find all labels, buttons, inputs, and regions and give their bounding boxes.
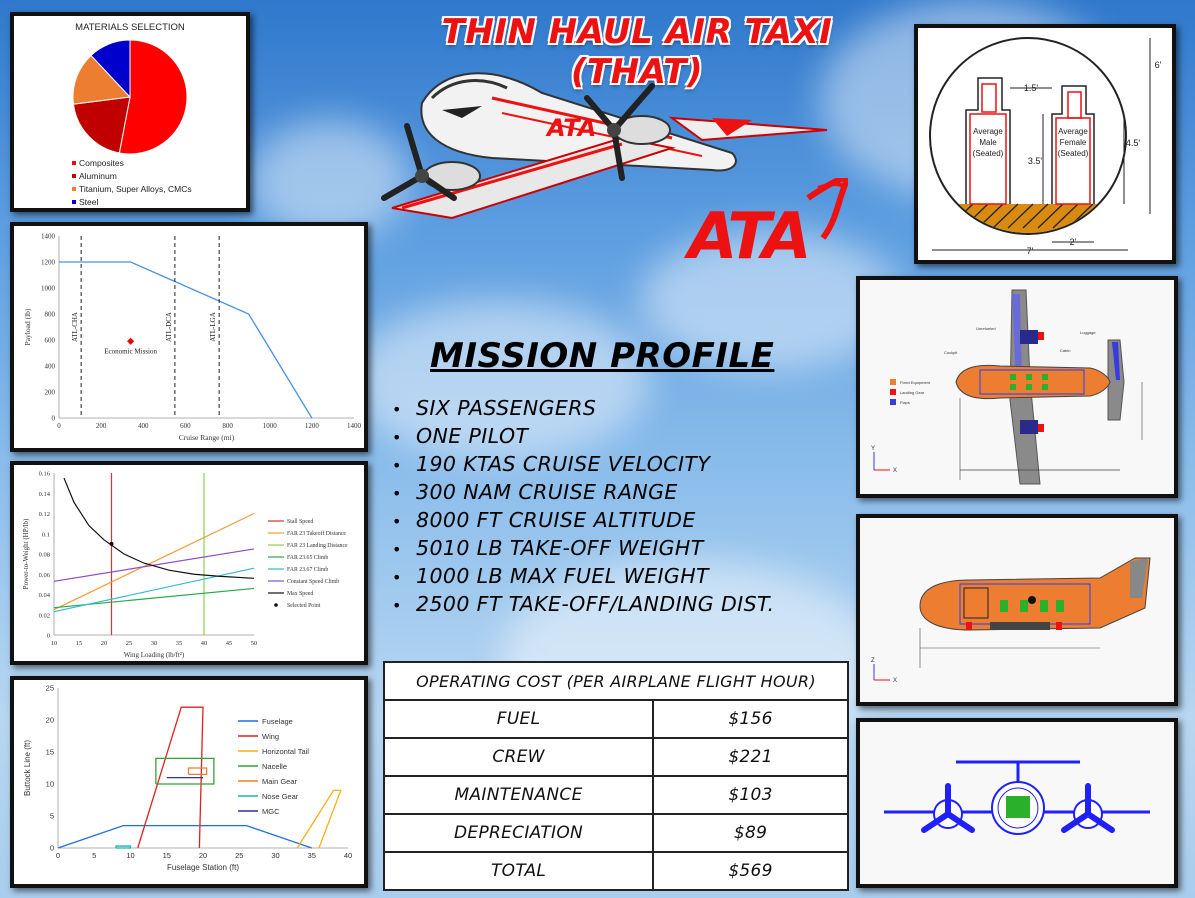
legend-label: Steel [79,197,99,207]
svg-text:Male: Male [979,138,997,147]
male-label: Average [973,127,1003,136]
top-view-layout [860,280,1174,494]
mission-item: • 5010 LB TAKE-OFF WEIGHT [392,534,774,562]
y-tick-label: 0.06 [38,571,50,579]
x-tick-label: 35 [175,640,183,647]
cost-value: $103 [653,776,848,814]
axis-x-label: X [893,678,898,684]
y-axis-title: Payload (lb) [23,308,32,346]
payload-range-chart [14,226,364,448]
mission-item: • ONE PILOT [392,422,774,450]
table-row [384,776,848,814]
x-axis-title: Wing Loading (lb/ft²) [123,651,185,659]
x-tick-label: 400 [138,422,149,430]
mission-item: • 190 KTAS CRUISE VELOCITY [392,450,774,478]
legend-marker [274,603,278,607]
y-tick-label: 800 [44,310,55,319]
cost-label: MAINTENANCE [384,776,653,814]
y-tick-label: 0 [46,632,50,640]
constraint-panel [10,461,368,665]
y-tick-label: 0 [51,414,55,423]
y-tick-label: 0.02 [38,612,50,620]
payload-range-panel [10,222,368,452]
x-tick-label: 50 [250,640,258,647]
y-tick-label: 0.16 [38,470,50,478]
cabin-cross-section [918,28,1172,260]
y-tick-label: 600 [44,336,55,345]
constraint-line [54,514,254,610]
pie-title: MATERIALS SELECTION [75,22,185,33]
materials-pie-panel [10,12,250,212]
legend-label: FAR 23.65 Climb [287,555,329,561]
legend-label: Constant Speed Climb [287,579,340,585]
planform-line [116,846,131,848]
y-tick-label: 5 [49,811,54,821]
y-axis-title: Buttock Line (ft) [23,739,32,797]
route-label: ATL-DCA [164,312,173,342]
x-tick-label: 10 [50,640,58,647]
x-tick-label: 30 [150,640,158,647]
x-tick-label: 15 [162,851,171,860]
cost-label: CREW [384,738,653,776]
x-tick-label: 15 [75,640,83,647]
cost-value: $221 [653,738,848,776]
x-tick-label: 200 [95,422,107,430]
x-tick-label: 10 [126,851,135,860]
legend-swatch [72,161,76,165]
planform-line [58,826,312,848]
cabin-height-dim: 4.5' [1125,138,1141,148]
cost-label: TOTAL [384,852,653,890]
y-tick-label: 400 [44,362,55,371]
axis-z-label: Z [871,658,875,664]
legend-label: Max Speed [287,591,314,597]
legend-swatch [72,200,76,204]
y-tick-label: 25 [45,683,54,693]
x-tick-label: 40 [343,851,353,860]
x-tick-label: 1200 [304,422,319,430]
x-tick-label: 25 [235,851,244,860]
legend-label: FAR 23 Takeoff Distance [287,531,347,537]
mission-item: • 8000 FT CRUISE ALTITUDE [392,506,774,534]
mission-item: • 2500 FT TAKE-OFF/LANDING DIST. [392,590,774,618]
label-luggage: Luggage [1080,330,1096,335]
y-tick-label: 1400 [41,232,55,241]
aisle-dim: 2' [1069,237,1077,247]
x-tick-label: 1000 [262,422,277,430]
x-tick-label: 35 [307,851,316,860]
x-axis-title: Fuselage Station (ft) [166,863,240,872]
y-tick-label: 1000 [41,284,55,293]
y-tick-label: 200 [44,388,55,397]
ata-logo-text: ATA [688,200,808,274]
economic-mission-label: Economic Mission [104,347,157,356]
legend-label: Aluminum [79,171,117,181]
table-row [384,738,848,776]
mission-item: • SIX PASSENGERS [392,394,774,422]
ata-logo [688,178,848,278]
constraint-chart [14,465,364,661]
legend-swatch [72,174,76,178]
planform-line [297,790,341,848]
x-axis-title: Cruise Range (mi) [178,433,235,442]
y-tick-label: 0.1 [41,531,50,539]
y-tick-label: 0 [49,843,54,853]
mission-profile-title: MISSION PROFILE [430,336,775,376]
planform-chart [14,680,364,884]
x-tick-label: 30 [271,851,280,860]
table-row [384,852,848,890]
y-axis-title: Power-to-Weight (HP/lb) [22,518,30,590]
y-tick-label: 0.14 [38,490,50,498]
mission-item: • 1000 LB MAX FUEL WEIGHT [392,562,774,590]
x-tick-label: 20 [198,851,208,860]
svg-text:(Seated): (Seated) [1057,149,1089,158]
legend-label: Horizontal Tail [262,747,309,756]
planform-panel [10,676,368,888]
x-tick-label: 5 [92,851,97,860]
y-tick-label: 10 [45,779,54,789]
cost-value: $569 [653,852,848,890]
seat-height-dim: 3.5' [1027,156,1043,166]
y-tick-label: 15 [45,747,54,757]
legend-label: FAR 23.67 Climb [287,567,329,573]
female-label: Average [1058,127,1088,136]
label-cabin: Cabin [1060,348,1071,353]
route-label: ATL-LGA [209,312,218,342]
y-tick-label: 20 [45,715,54,725]
legend-label: Nose Gear [262,792,299,801]
legend-flaps: Flaps [900,400,910,405]
svg-text:Female: Female [1059,138,1087,147]
y-tick-label: 0.04 [38,592,50,599]
side-view-panel [856,514,1178,706]
constraint-line [54,568,254,612]
y-tick-label: 0.08 [38,551,50,559]
legend-landing-gear: Landing Gear [900,390,925,395]
svg-text:(Seated): (Seated) [972,149,1004,158]
y-tick-label: 0.12 [38,511,50,518]
front-view-layout [860,722,1174,884]
mission-item: • 300 NAM CRUISE RANGE [392,478,774,506]
cost-label: FUEL [384,700,653,738]
constraint-line [64,478,254,578]
x-tick-label: 800 [222,422,233,430]
legend-fixed-equipment: Fixed Equipment [900,380,931,385]
payload-range-line [59,262,312,418]
x-tick-label: 25 [125,640,133,647]
legend-label: Main Gear [262,777,298,786]
cabin-cross-section-panel [914,24,1176,264]
axis-x-label: X [893,468,898,474]
cost-value: $89 [653,814,848,852]
economic-mission-point [127,338,134,345]
top-view-panel [856,276,1178,498]
legend-label: Titanium, Super Alloys, CMCs [79,184,192,194]
selected-point [110,542,114,546]
x-tick-label: 40 [200,640,208,647]
cost-value: $156 [653,700,848,738]
table-header-row [384,662,848,700]
legend-label: Composites [79,158,124,168]
side-view-layout [860,518,1174,702]
x-tick-label: 0 [57,422,61,430]
x-tick-label: 0 [55,851,61,860]
front-view-panel [856,718,1178,888]
route-label: ATL-CHA [71,312,80,342]
label-cockpit: Cockpit [944,350,958,355]
legend-label: MGC [262,807,280,816]
label-unrefueled: Unrefueled [976,326,996,331]
x-tick-label: 20 [100,640,108,647]
x-tick-label: 45 [225,640,233,647]
gap-dim: 1.5' [1023,83,1039,93]
legend-label: Stall Speed [287,519,314,525]
table-header: OPERATING COST (PER AIRPLANE FLIGHT HOUR) [384,662,848,700]
legend-label: Fuselage [262,717,293,726]
cost-label: DEPRECIATION [384,814,653,852]
legend-label: Wing [262,732,280,741]
table-row [384,814,848,852]
poster-title: THIN HAUL AIR TAXI (THAT) [441,12,833,92]
legend-label: Selected Point [287,603,321,609]
axis-y-label: Y [871,446,876,452]
table-row [384,700,848,738]
legend-label: FAR 23 Landing Distance [287,543,348,549]
operating-cost-table [383,661,849,891]
materials-pie-chart [14,16,246,208]
legend-label: Nacelle [262,762,288,771]
planform-line [189,768,207,774]
mission-list [392,394,774,618]
y-tick-label: 1200 [41,258,55,267]
x-tick-label: 600 [180,422,191,430]
legend-swatch [72,187,76,191]
svg-text:ATA: ATA [547,114,597,142]
width-dim: 7' [1026,246,1034,256]
x-tick-label: 1400 [347,422,361,430]
top-height-dim: 6' [1154,60,1162,70]
